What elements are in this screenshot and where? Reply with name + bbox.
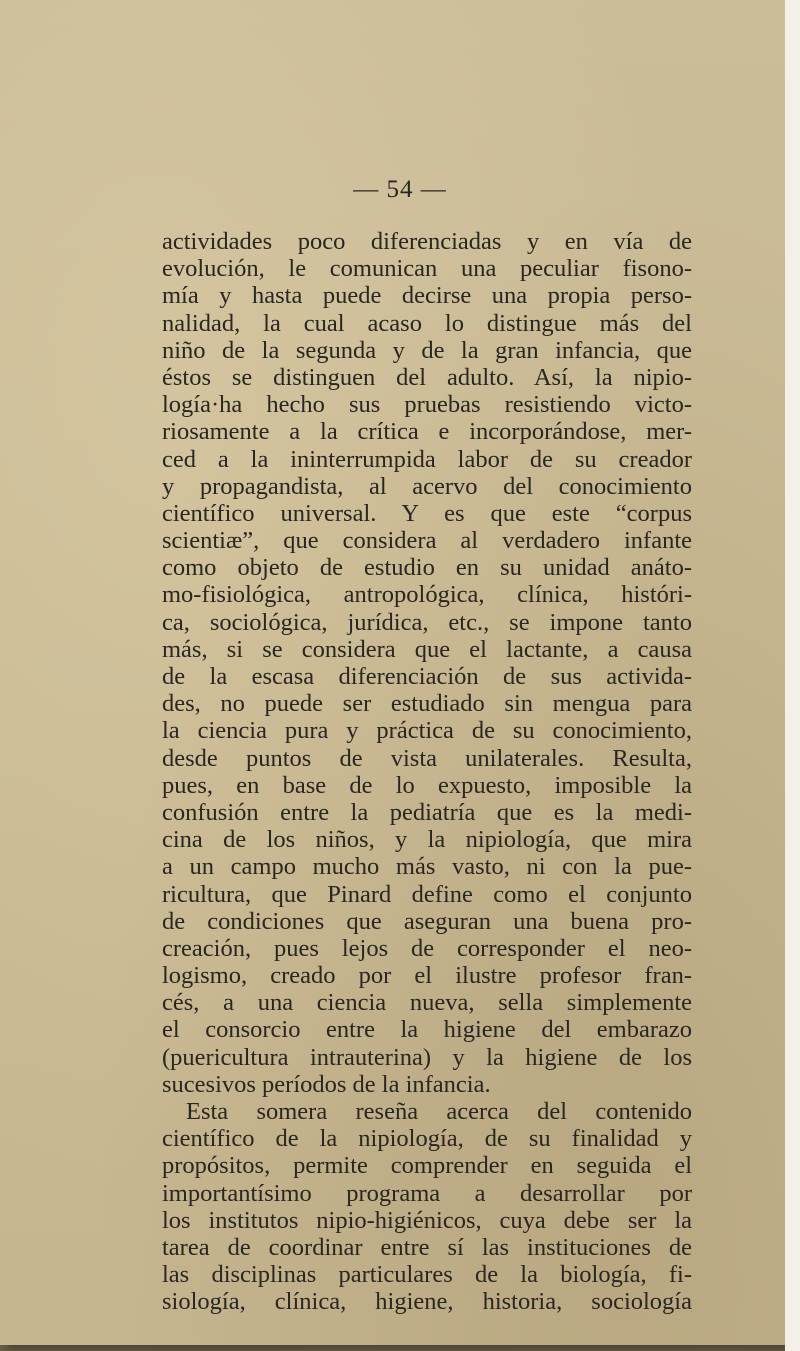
body-text (162, 228, 692, 1316)
text-line: ca, sociológica, jurídica, etc., se impone tanto (162, 608, 692, 636)
text-line: confusión entre la pediatría que es la medi- (162, 798, 692, 826)
text-line: creación, pues lejos de corresponder el neo- (162, 934, 692, 962)
text-line: propósitos, permite comprender en seguida el (162, 1152, 692, 1180)
text-line: científico de la nipiología, de su finalidad y (162, 1125, 692, 1153)
text-line: riosamente a la crítica e incorporándose, mer- (162, 418, 692, 446)
text-line: (puericultura intrauterina) y la higiene de los (162, 1043, 692, 1071)
text-line: ricultura, que Pinard define como el conjunto (162, 880, 692, 908)
text-line: éstos se distinguen del adulto. Así, la nipio- (162, 363, 692, 391)
text-line: logía·ha hecho sus pruebas resistiendo victo- (162, 391, 692, 419)
text-line: desde puntos de vista unilaterales. Resulta, (162, 744, 692, 772)
page-number: — 54 — (353, 176, 447, 203)
text-line: sucesivos períodos de la infancia. (162, 1070, 491, 1098)
text-line: Esta somera reseña acerca del contenido (186, 1098, 692, 1125)
text-line: siología, clínica, higiene, historia, sociología (162, 1288, 692, 1316)
text-line: científico universal. Y es que este “corpus (162, 499, 692, 527)
text-line: evolución, le comunican una peculiar fisono- (162, 255, 692, 283)
text-line: mo-fisiológica, antropológica, clínica, históri- (162, 581, 692, 609)
text-line: ced a la ininterrumpida labor de su creador (162, 445, 692, 473)
text-line: des, no puede ser estudiado sin mengua para (162, 690, 692, 718)
text-line: importantísimo programa a desarrollar por (162, 1179, 692, 1207)
scan-edge (785, 0, 800, 1351)
text-line: scientiæ”, que considera al verdadero infante (162, 527, 692, 555)
text-line: niño de la segunda y de la gran infancia, que (162, 336, 692, 364)
text-line: a un campo mucho más vasto, ni con la pue- (162, 853, 692, 881)
text-line: más, si se considera que el lactante, a causa (162, 635, 692, 663)
text-line: como objeto de estudio en su unidad anáto- (162, 554, 692, 582)
text-line: actividades poco diferenciadas y en vía de (162, 228, 692, 255)
text-line: y propagandista, al acervo del conocimiento (162, 472, 692, 500)
text-line: de la escasa diferenciación de sus activida- (162, 663, 692, 690)
text-line: nalidad, la cual acaso lo distingue más del (162, 309, 692, 337)
text-line: pues, en base de lo expuesto, imposible la (162, 771, 692, 799)
text-line: mía y hasta puede decirse una propia perso- (162, 282, 692, 310)
text-line: cina de los niños, y la nipiología, que mira (162, 826, 692, 854)
text-line: el consorcio entre la higiene del embarazo (162, 1016, 692, 1044)
text-line: cés, a una ciencia nueva, sella simplemente (162, 989, 692, 1017)
text-line: de condiciones que aseguran una buena pro- (162, 907, 692, 935)
text-line: los institutos nipio-higiénicos, cuya debe ser la (162, 1206, 692, 1234)
text-line: las disciplinas particulares de la biología, fi- (162, 1261, 692, 1289)
text-line: tarea de coordinar entre sí las instituciones de (162, 1233, 692, 1261)
text-line: la ciencia pura y práctica de su conocimiento, (162, 717, 692, 745)
text-line: logismo, creado por el ilustre profesor fran- (162, 962, 692, 990)
